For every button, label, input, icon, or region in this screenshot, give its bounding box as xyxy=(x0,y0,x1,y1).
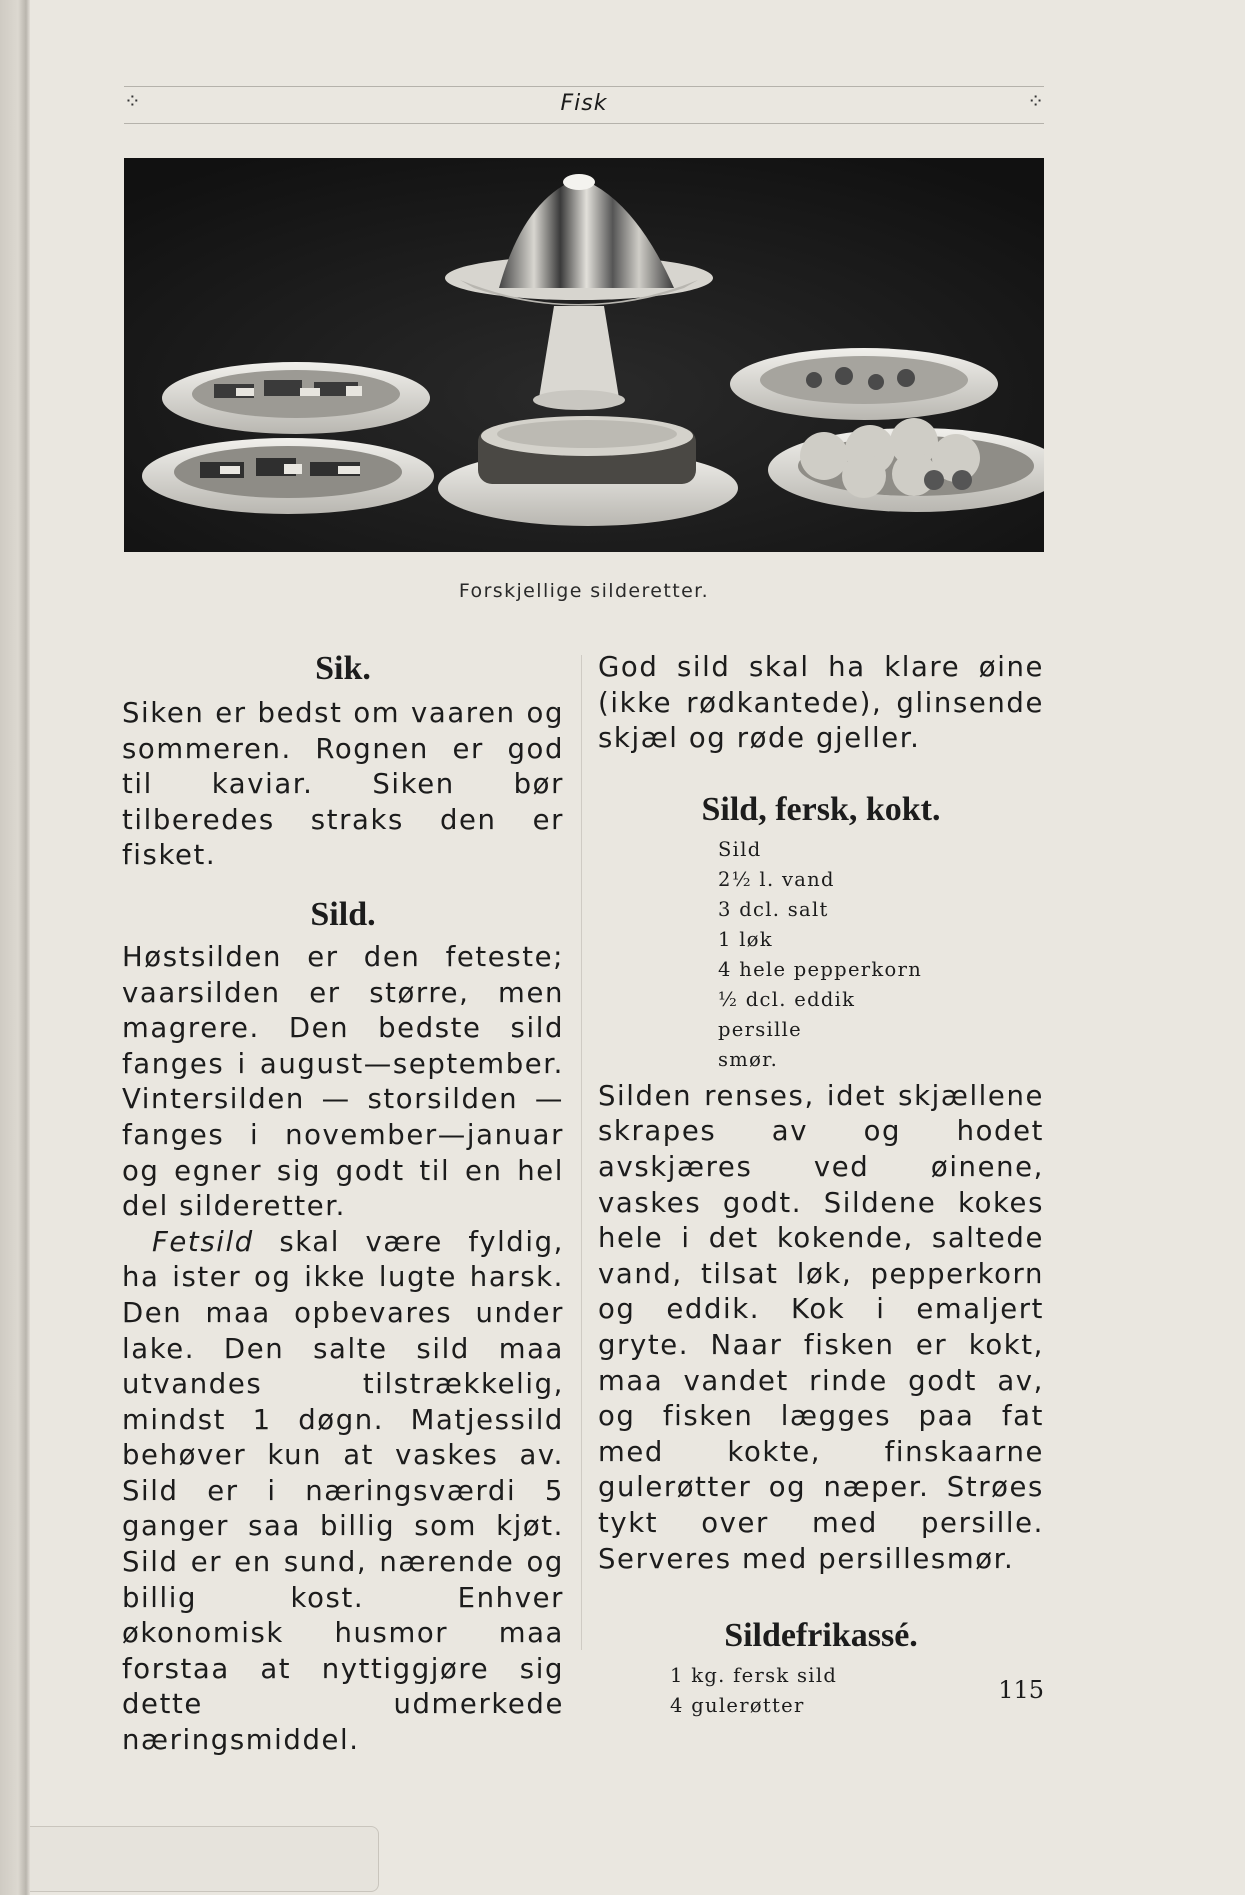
intro-paragraph: God sild skal ha klare øine (ikke rødkantede), glinsende skjæl og røde gjeller. xyxy=(598,651,1044,755)
binding-tab xyxy=(30,1826,379,1892)
sild-fersk-ingredient-list xyxy=(718,835,1044,1075)
sild-heading: Sild. xyxy=(310,895,376,933)
ornament-right-icon: ⁘ xyxy=(1027,89,1044,113)
ingredient-item: persille xyxy=(718,1017,803,1041)
fetsild-paragraph xyxy=(122,1225,564,1759)
ingredient-item: 1 kg. fersk sild xyxy=(670,1664,838,1688)
fetsild-term: Fetsild xyxy=(152,1225,254,1258)
sild-fersk-method: Silden renses, idet skjællene skrapes av og hodet avskjæres ved øinene, vaskes godt. Sildene kokes hele i det kokende, saltede vand, tilsat løk, pepperkorn og eddik. Kok i emaljert gryte. Naar fisken er kokt, maa vandet rinde godt av, og fisken lægges paa fat med kokte, finskaarne gulerøtter og næper. Strøes tykt over med persille. Serveres med persillesmør. xyxy=(598,1079,1044,1575)
running-title: Fisk xyxy=(560,91,608,116)
left-column xyxy=(122,650,564,1759)
page-number: 115 xyxy=(998,1676,1044,1704)
fetsild-text: skal være fyldig, ha ister og ikke lugte harsk. Den maa opbevares under lake. Den salte sild maa utvandes tilstrækkelig, mindst 1 døgn. Matjessild behøver kun at vaskes av. Sild er i næringsværdi 5 ganger saa billig som kjøt. Sild er en sund, nærende og billig kost. Enhver økonomisk husmor maa forstaa at nyttiggjøre sig dette udmerkede næringsmiddel. xyxy=(122,1225,564,1757)
ornament-left-icon: ⁘ xyxy=(124,89,141,113)
ingredient-item: 4 gulerøtter xyxy=(670,1694,805,1718)
sik-paragraph: Siken er bedst om vaaren og sommeren. Rognen er god til kaviar. Siken bør tilberedes straks den er fisket. xyxy=(122,697,564,872)
ingredient-item: Sild xyxy=(718,837,762,861)
ingredient-item: smør. xyxy=(718,1047,779,1071)
ingredient-item: ½ dcl. eddik xyxy=(718,987,856,1011)
ingredient-item: 3 dcl. salt xyxy=(718,897,829,921)
ingredient-item: 4 hele pepperkorn xyxy=(718,957,923,981)
ingredient-item: 1 løk xyxy=(718,927,773,951)
sildefrikasse-heading: Sildefrikassé. xyxy=(724,1617,918,1655)
herring-dishes-photo xyxy=(124,158,1044,552)
sild-paragraph: Høstsilden er den feteste; vaarsilden er større, men magrere. Den bedste sild fanges i august—september. Vintersilden — storsilden — fanges i november—januar og egner sig godt til en hel del silderetter. xyxy=(122,940,564,1223)
figure-caption: Forskjellige silderetter. xyxy=(458,580,710,602)
running-head xyxy=(124,86,1044,124)
book-binding xyxy=(0,0,30,1895)
sik-heading: Sik. xyxy=(315,650,371,687)
sild-fersk-kokt-heading: Sild, fersk, kokt. xyxy=(701,790,941,828)
photo-illustration xyxy=(124,158,1044,552)
ingredient-item: 2½ l. vand xyxy=(718,867,835,891)
right-column xyxy=(598,650,1044,1725)
column-divider xyxy=(581,655,582,1650)
